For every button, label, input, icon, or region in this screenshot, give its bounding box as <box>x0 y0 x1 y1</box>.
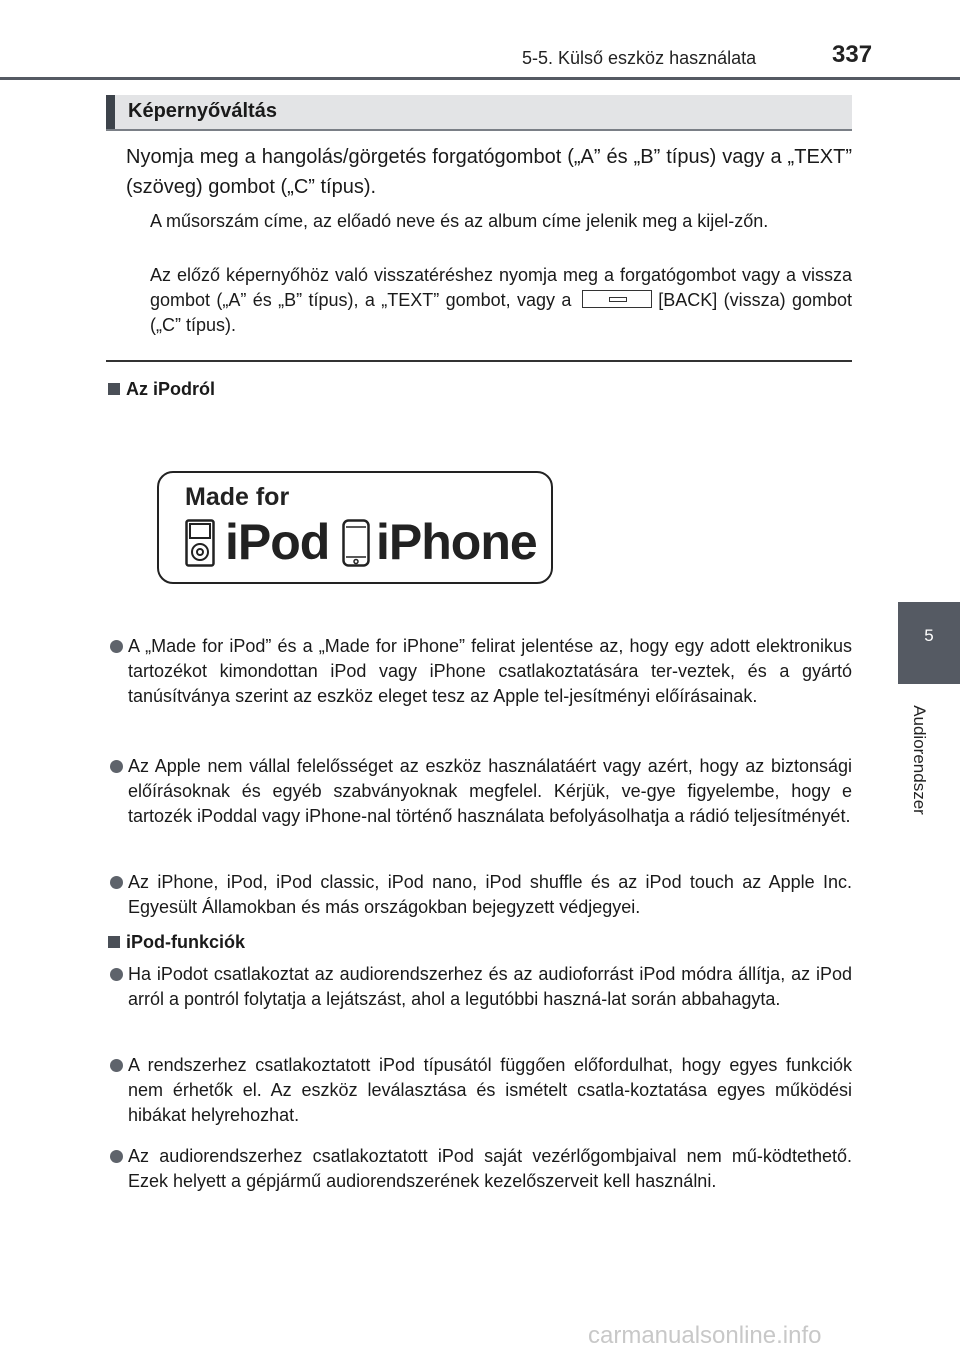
list-item-text: A „Made for iPod” és a „Made for iPhone” felirat jelentése az, hogy egy adott elektronikus tartozékot kimondottan iPod vagy iPhone csatlakoztatására ter-veztek, és a gyártó tanúsítványa szerint az eszköz eleget tesz az Apple tel-jesítményi előírásainak. <box>128 636 852 706</box>
subheading-about-ipod-text: Az iPodról <box>126 379 215 399</box>
bullet-dot-icon <box>110 1059 123 1072</box>
page-number: 337 <box>832 41 873 68</box>
bullet-dot-icon <box>110 1150 123 1163</box>
badge-iphone: iPhone <box>376 514 537 570</box>
list-item-text: Az Apple nem vállal felelősséget az eszköz használatáért vagy azért, hogy az biztonsági előírásoknak és egyéb szabványoknak megfelel. Kérjük, ve-gye figyelembe, hogy e tartozék iPoddal vagy iPhone-nal történő használata befolyásolhatja a rádió teljesítményét. <box>128 756 852 826</box>
iphone-device-icon <box>342 519 370 567</box>
list-item <box>128 1144 852 1194</box>
instruction-note-2 <box>150 263 852 338</box>
instruction-note-1: A műsorszám címe, az előadó neve és az album címe jelenik meg a kijel-zőn. <box>150 211 769 231</box>
subheading-ipod-functions <box>108 932 245 953</box>
square-bullet-icon <box>108 936 120 948</box>
bullet-dot-icon <box>110 640 123 653</box>
chapter-number: 5 <box>924 626 934 645</box>
separator-rule <box>106 360 852 362</box>
subheading-ipod-functions-text: iPod-funkciók <box>126 932 246 952</box>
bullet-dot-icon <box>110 968 123 981</box>
back-button-icon <box>582 290 652 308</box>
section-heading-bar <box>106 95 852 129</box>
square-bullet-icon <box>108 383 120 395</box>
badge-ipod: iPod <box>225 514 330 570</box>
ipod-device-icon <box>185 519 215 567</box>
section-bar-rule <box>106 129 852 131</box>
instruction-step: Nyomja meg a hangolás/görgetés forgatógombot („A” és „B” típus) vagy a „TEXT” (szöveg) gombot („C” típus). <box>126 146 852 198</box>
list-item <box>128 870 852 920</box>
list-item <box>128 1053 852 1128</box>
list-item <box>128 754 852 829</box>
note-2-end: [BACK] (vissza) gombot („C” típus). <box>150 290 852 335</box>
chapter-label <box>908 690 930 830</box>
section-title: Képernyőváltás <box>128 100 277 122</box>
section-accent <box>106 95 115 129</box>
header-rule <box>0 77 960 80</box>
list-item-text: A rendszerhez csatlakoztatott iPod típusától függően előfordulhat, hogy egyes funkciók nem érhetők el. Az eszköz leválasztása és ismételt csatla-koztatása egyes működési hibákat helyrehozhat. <box>128 1055 852 1125</box>
watermark: carmanualsonline.info <box>588 1322 822 1349</box>
chapter-tab <box>898 602 960 684</box>
made-for-ipod-iphone-badge <box>157 471 553 584</box>
badge-made-for: Made for <box>185 483 290 511</box>
list-item-text: Az audiorendszerhez csatlakoztatott iPod saját vezérlőgombjaival nem mű-ködtethető. Ezek helyett a gépjármű audiorendszerének kezelőszerveit kell használni. <box>128 1146 852 1191</box>
list-item <box>128 634 852 709</box>
list-item-text: Az iPhone, iPod, iPod classic, iPod nano, iPod shuffle és az iPod touch az Apple Inc. Egyesült Államokban és más országokban bejegyzett védjegyei. <box>128 872 852 917</box>
note-2-text: Az előző képernyőhöz való visszatéréshez nyomja meg a forgatógombot vagy a vissza gombot („A” és „B” típus), a „TEXT” gombot, vagy a <box>150 265 852 310</box>
list-item <box>128 962 852 1012</box>
subheading-about-ipod <box>108 379 215 400</box>
header-section-title: 5-5. Külső eszköz használata <box>522 48 757 68</box>
bullet-dot-icon <box>110 876 123 889</box>
list-item-text: Ha iPodot csatlakoztat az audiorendszerhez és az audioforrást iPod módra állítja, az iPod arról a pontról folytatja a lejátszást, ahol a legutóbbi haszná-lat során abbahagyta. <box>128 964 852 1009</box>
chapter-label-text: Audiorendszer <box>910 705 929 815</box>
bullet-dot-icon <box>110 760 123 773</box>
